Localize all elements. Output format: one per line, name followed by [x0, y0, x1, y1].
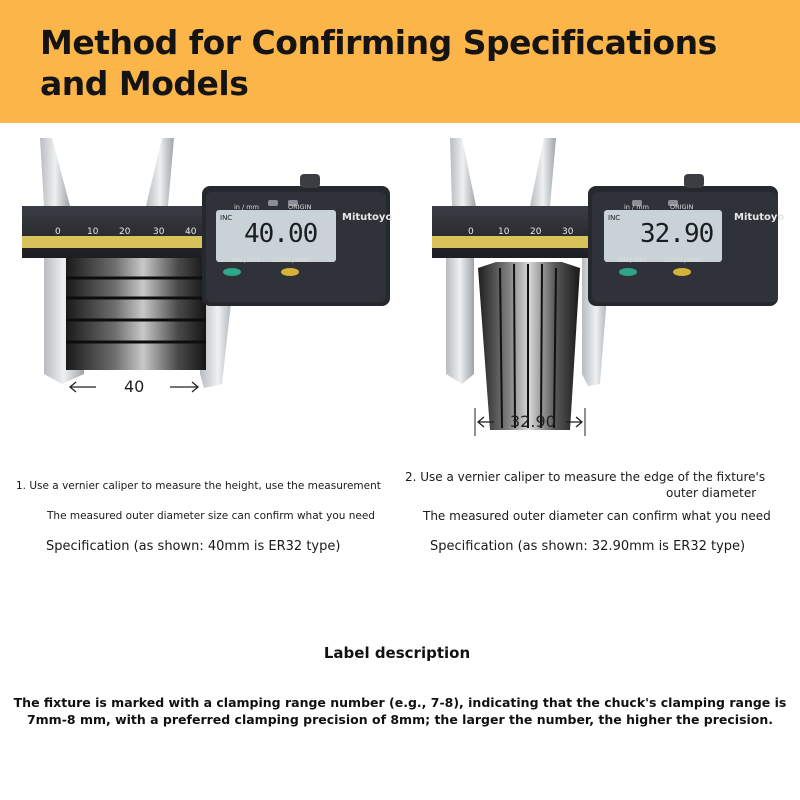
right-origin-label: ORIGIN — [670, 203, 694, 211]
right-lcd-reading: 32.90 — [640, 219, 714, 249]
right-mode-label: in / mm — [624, 203, 649, 211]
label-description-heading: Label description — [323, 644, 471, 662]
left-mode-label: in / mm — [234, 203, 259, 211]
zero-abs-button — [281, 268, 299, 276]
left-dimension-value: 40 — [124, 377, 145, 396]
right-brand-label: Mitutoyo — [734, 212, 785, 223]
upper-jaw-moving-right — [530, 138, 556, 206]
label-description-text: The fixture is marked with a clamping range number (e.g., 7-8), indicating that the chuck's clamping range is 7mm-8 mm, with a preferred clamping precision of 8mm; the larger the number, the higher the precision. — [13, 695, 787, 727]
right-instruction-line1a: 2. Use a vernier caliper to measure the edge of the fixture's — [405, 470, 766, 484]
left-dimension — [66, 376, 202, 400]
right-instruction-line2: The measured outer diameter can confirm what you need — [423, 509, 771, 523]
left-on-off-label: ON / OFF — [232, 256, 261, 264]
scale-strip — [22, 236, 222, 248]
left-specification: Specification (as shown: 40mm is ER32 type) — [46, 539, 341, 554]
thumb-roller-right — [684, 174, 704, 188]
upper-jaw-moving — [146, 138, 174, 206]
left-instruction-line1: 1. Use a vernier caliper to measure the height, use the measurement — [16, 480, 381, 492]
right-inc-label: INC — [608, 214, 621, 222]
right-specification: Specification (as shown: 32.90mm is ER32 type) — [430, 539, 746, 554]
caliper-photo-diameter — [428, 138, 778, 438]
left-lcd-reading: 40.00 — [244, 219, 318, 249]
caliper-photo-height — [18, 138, 393, 400]
zero-abs-button-right — [673, 268, 691, 276]
left-zero-abs-label: ZERO / ABS — [272, 256, 310, 264]
right-zero-abs-label: ZERO / ABS — [664, 256, 702, 264]
scale-strip-right — [432, 236, 596, 248]
left-origin-label: ORIGIN — [288, 203, 312, 211]
caliper-illustration — [18, 138, 393, 400]
right-instruction-line1b: outer diameter — [666, 486, 757, 500]
on-off-button-right — [619, 268, 637, 276]
page-title: Method for Confirming Specifications and Models — [40, 23, 717, 103]
left-inc-label: INC — [220, 214, 233, 222]
caliper-illustration-right — [428, 138, 778, 438]
left-instruction-line2: The measured outer diameter size can confirm what you need — [47, 510, 375, 522]
right-dimension — [474, 408, 586, 436]
left-brand-label: Mitutoyo — [342, 212, 393, 223]
lower-jaw-fixed-right — [446, 258, 474, 384]
right-dimension-value: 32.90 — [510, 412, 556, 431]
upper-jaw-fixed — [40, 138, 70, 206]
upper-jaw-fixed-right — [450, 138, 476, 206]
collet-body — [66, 258, 206, 370]
thumb-roller — [300, 174, 320, 188]
header-banner — [0, 0, 800, 123]
right-on-off-label: ON / OFF — [618, 256, 647, 264]
on-off-button — [223, 268, 241, 276]
